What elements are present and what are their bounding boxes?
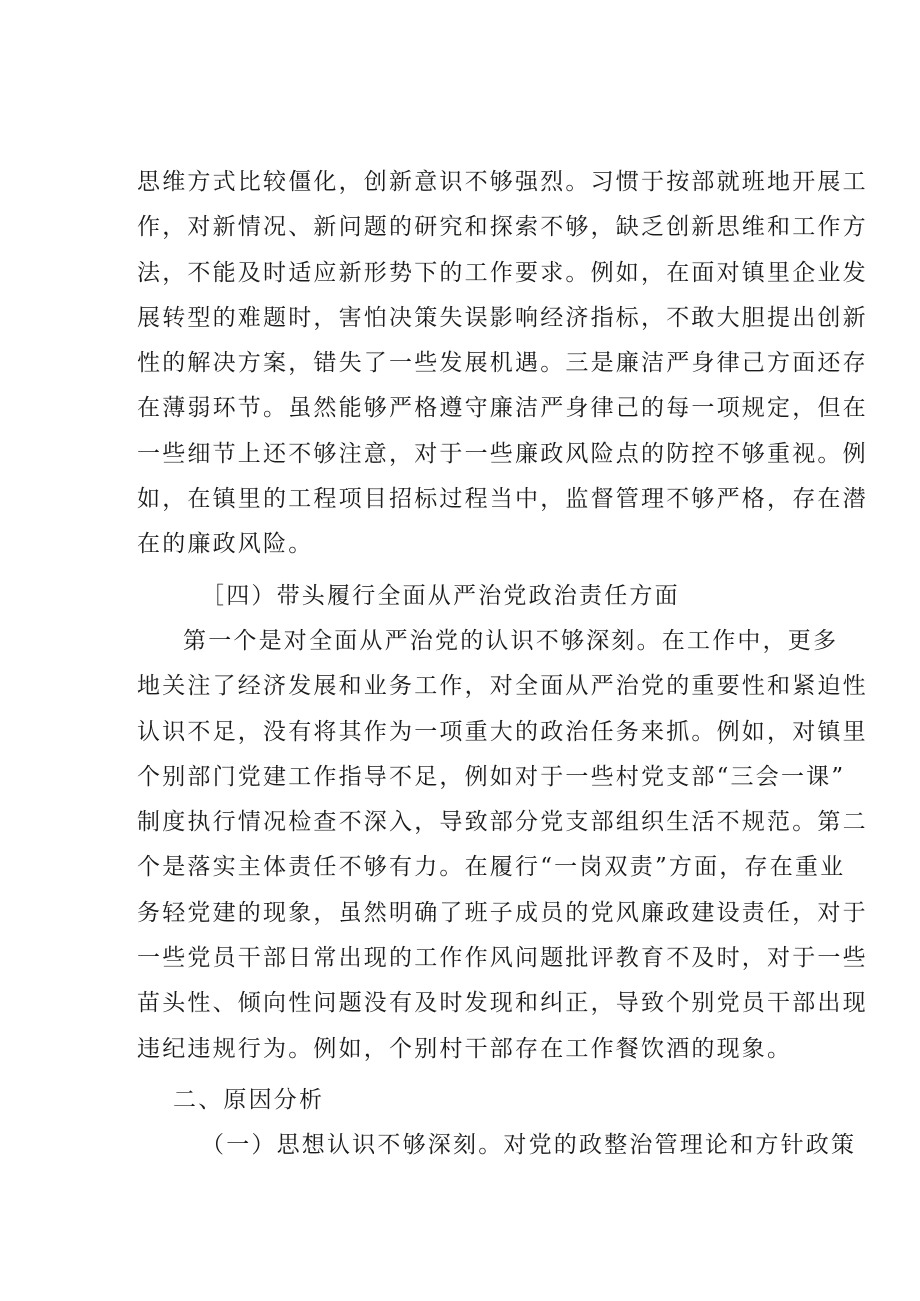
- text-line: 一些党员干部日常出现的工作作风问题批评教育不及时，对于一些: [137, 945, 868, 972]
- text-line: 制度执行情况检查不深入，导致部分党支部组织生活不规范。第二: [137, 809, 868, 836]
- text-line: 一些细节上还不够注意，对于一些廉政风险点的防控不够重视。例: [137, 440, 868, 467]
- text-line: 作，对新情况、新问题的研究和探索不够，缺乏创新思维和工作方: [137, 214, 868, 241]
- paragraph-party-responsibility: [137, 619, 868, 1072]
- text-line: （一）思想认识不够深刻。对党的政整治管理论和方针政策: [201, 1132, 857, 1159]
- section-heading-cause-analysis: 二、原因分析: [173, 1086, 325, 1113]
- text-line: 在的廉政风险。: [137, 531, 314, 558]
- text-line: 在薄弱环节。虽然能够严格遵守廉洁严身律己的每一项规定，但在: [137, 395, 868, 422]
- text-line: 认识不足，没有将其作为一项重大的政治任务来抓。例如，对镇里: [137, 718, 868, 745]
- paragraph-ideological: [137, 1123, 857, 1168]
- paragraph-integrity: [137, 160, 868, 568]
- text-line: 法，不能及时适应新形势下的工作要求。例如，在面对镇里企业发: [137, 259, 868, 286]
- text-line: 务轻党建的现象，虽然明确了班子成员的党风廉政建设责任，对于: [137, 899, 868, 926]
- text-line: 思维方式比较僵化，创新意识不够强烈。习惯于按部就班地开展工: [137, 169, 868, 195]
- text-line: 个别部门党建工作指导不足，例如对于一些村党支部“三会一课”: [137, 763, 846, 790]
- text-line: 违纪违规行为。例如，个别村干部存在工作餐饮酒的现象。: [137, 1035, 793, 1062]
- text-line: 第一个是对全面从严治党的认识不够深刻。在工作中，更多: [183, 627, 839, 654]
- text-line: 个是落实主体责任不够有力。在履行“一岗双责”方面，存在重业: [137, 854, 846, 881]
- section-heading-four: ［四）带头履行全面从严治党政治责任方面: [201, 582, 680, 609]
- text-line: 如，在镇里的工程项目招标过程当中，监督管理不够严格，存在潜: [137, 486, 868, 513]
- text-line: 地关注了经济发展和业务工作，对全面从严治党的重要性和紧迫性: [137, 673, 868, 700]
- document-body: [137, 160, 868, 1169]
- text-line: 性的解决方案，错失了一些发展机遇。三是廉洁严身律己方面还存: [137, 350, 868, 377]
- text-line: 展转型的难题时，害怕决策失误影响经济指标，不敢大胆提出创新: [137, 304, 868, 331]
- text-line: 苗头性、倾向性问题没有及时发现和纠正，导致个别党员干部出现: [137, 990, 868, 1017]
